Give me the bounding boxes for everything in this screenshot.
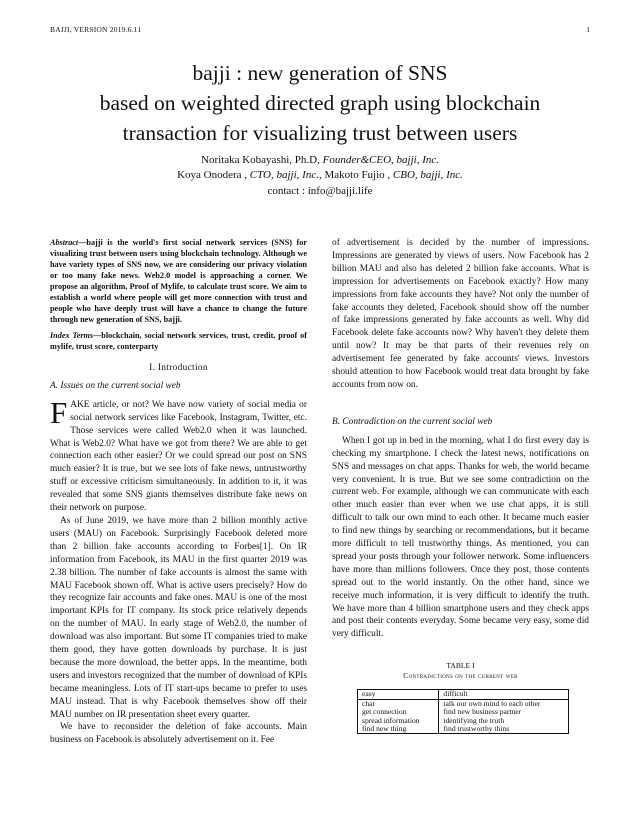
page-number: 1 bbox=[586, 25, 590, 34]
index-terms-text: —blockchain, social network services, trust, credit, proof of mylife, trust score, conterparty bbox=[50, 331, 307, 351]
title-line-2: based on weighted directed graph using blockchain bbox=[99, 91, 541, 115]
right-column bbox=[332, 237, 589, 734]
title-line-3: transaction for visualizing trust between users bbox=[122, 121, 518, 145]
author-2-name: Koya Onodera , bbox=[177, 169, 248, 181]
paragraph-1-text: AKE article, or not? We have now variety of social media or social network services like Facebook, Instagram, Twitter, etc. Those services were called Web2.0 when it was launched. What is Web2.0? What have we got from there? We are able to get connection each other easier? Or we could spread our post on SNS much easier? It is true, but we see lots of fake news, untrustworthy stuff or excessive criticism simultaneously. In addition to it, it was revealed that some SNS giants themselves distribute fake news on their network on purpose. bbox=[50, 399, 307, 514]
author-3-name: , Makoto Fujio , bbox=[318, 169, 391, 181]
author-3-role: CBO, bajji, Inc. bbox=[392, 169, 463, 181]
paragraph-3: We have to reconsider the deletion of fake accounts. Main business on Facebook is absolutely advertisement on it. Fee bbox=[50, 722, 307, 746]
table-cell: spread information bbox=[358, 717, 439, 725]
paper-title bbox=[40, 58, 600, 148]
index-terms bbox=[50, 330, 307, 352]
table-row bbox=[358, 725, 569, 734]
running-header: BAJJI, VERSION 2019.6.11 bbox=[50, 25, 142, 34]
author-block bbox=[40, 153, 600, 183]
table-cell: get connection bbox=[358, 708, 439, 716]
author-2-role: CTO, bajji, Inc. bbox=[249, 169, 319, 181]
author-line-2 bbox=[40, 168, 600, 183]
subsection-b-title: B. Contradiction on the current social web bbox=[332, 416, 493, 427]
paragraph-1 bbox=[50, 394, 307, 515]
author-1-name: Noritaka Kobayashi, Ph.D, bbox=[201, 154, 320, 166]
subsection-a-title: A. Issues on the current social web bbox=[50, 380, 181, 391]
paragraph-4: of advertisement is decided by the number of impressions. Impressions are generated by views of users. Now Facebook has 2 billion MAU and also has deleted 2 billion fake accounts. What is impression for advertisements on Facebook exactly? How many impressions from fake accounts they have? Not only the number of fake accounts they deleted, Facebook should show off the number of fake impressions generated by fake accounts as well. Why did Facebook delete fake accounts now? Why haven't they delete them until now? It may be that parts of their revenues rely on advertisement fee generated by fake accounts' views. Investors should attention to how Facebook would treat data brought by fake accounts from now on. bbox=[332, 238, 589, 390]
table-cell: chat bbox=[358, 699, 439, 708]
table-header-row bbox=[358, 690, 569, 699]
table-cell: find trustworthy thins bbox=[443, 723, 510, 733]
drop-cap: F bbox=[50, 394, 68, 430]
abstract bbox=[50, 237, 307, 325]
table-cell: find new thing bbox=[358, 725, 439, 734]
paragraph-5: When I got up in bed in the morning, what I do first every day is checking my smartphone. I check the latest news, notifications on SNS and messages on chat apps. Thanks for web, the world became very convenient. It is true. But we see some contradiction on the current web. For example, although we can communicate with each other much easier than ever when we use chat apps, it is still difficult to talk our own mind to each other. It became much easier to find new things by searching or recommendations, but it became more difficult to tell trustworthy things. As mentioned, you can spread your posts through your follower network. Some influencers have more than millions followers. Once they post, those contents spread out to the world instantly. On the other hand, since we receive much information, it is very difficult to identify the truth. We have more than 4 billion smartphone users and they check apps and post their contents everyday. Some became very easy, some did very difficult. bbox=[332, 435, 589, 640]
left-column bbox=[50, 237, 307, 747]
table-caption bbox=[332, 661, 589, 681]
table-header-cell: difficult bbox=[439, 690, 569, 699]
table-cell: talk our own mind to each other bbox=[443, 698, 541, 708]
contact-line: contact : info@bajji.life bbox=[267, 185, 373, 197]
table-title: Contradictions on the current web bbox=[403, 671, 518, 681]
author-line-1 bbox=[40, 153, 600, 168]
table-label: TABLE I bbox=[446, 661, 475, 671]
table-cell: find new business partner bbox=[443, 707, 522, 717]
title-line-1: bajji : new generation of SNS bbox=[192, 61, 448, 85]
section-title: I. Introduction bbox=[149, 363, 208, 373]
index-terms-label: Index Terms bbox=[50, 331, 94, 340]
abstract-label: Abstract bbox=[50, 238, 79, 247]
contradictions-table bbox=[357, 689, 569, 734]
abstract-text: —bajji is the world's first social network services (SNS) for visualizing trust between users using blockchain technology. Although we have variety types of SNS now, we are considering our privacy violation or too many fake news. Web2.0 model is approaching a corner. We propose an algorithm, Proof of Mylife, to calculate trust score. We aim to establish a world where people will get more connection with trust and people who have deeply trust will have a chance to change the future through new generation of SNS, bajji. bbox=[50, 238, 307, 324]
table-cell: identifying the truth bbox=[443, 715, 505, 725]
paragraph-2: As of June 2019, we have more than 2 billion monthly active users (MAU) on Facebook. Surprisingly Facebook deleted more than 2 billion fake accounts according to Forbes[1]. On IR information from Facebook, its MAU in the first quarter 2019 was 2.38 billion. The number of fake accounts is almost the same with MAU Facebook shown off. What is active users precisely? How do they recognize fair accounts and fake ones. MAU is one of the most important KPIs for IT company. Its stock price relatively depends on the number of MAU. In early stage of Web2.0, the number of download was also important. But some IT companies tried to make them good, they have gotten downloads by purchase. It is just because the more download, the better apps. In the meantime, both users and investors recognized that the number of download of KPIs became meaningless. Lots of IT start-ups became to prefer to uses MAU instead. That is why Facebook themselves show off their MAU number on IR presentation sheet every quarter. bbox=[50, 515, 307, 720]
author-1-role: Founder&CEO, bajji, Inc. bbox=[322, 154, 439, 166]
table-header-cell: easy bbox=[358, 690, 439, 699]
